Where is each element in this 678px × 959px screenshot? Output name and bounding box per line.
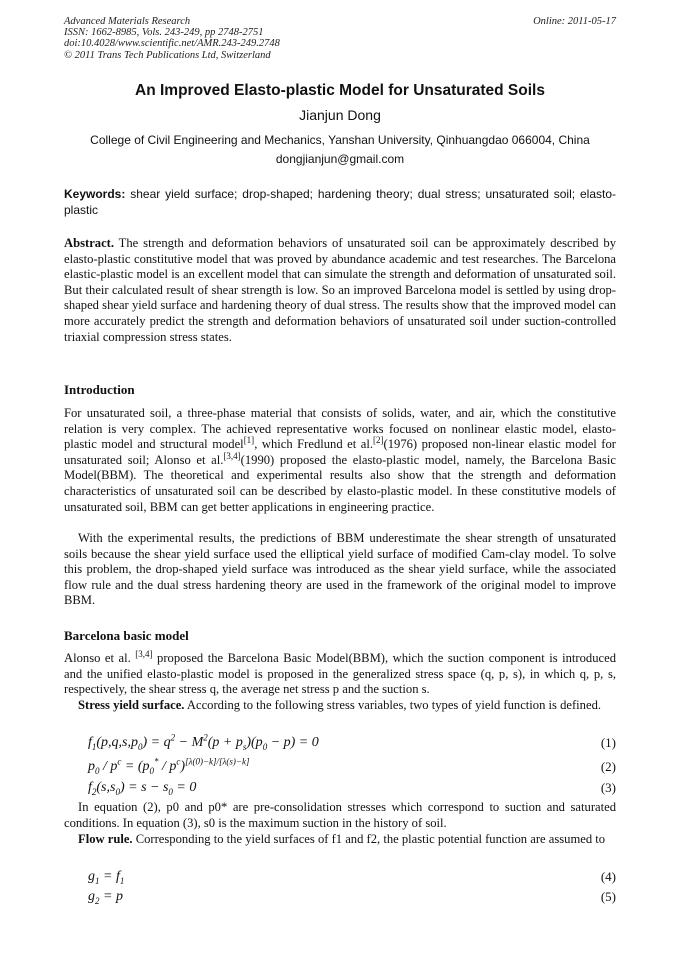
intro-text-a: For unsaturated soil, a three-phase material that consists of solids, water, and air, which the constitutive relation is very complex. The achieved representative works focused on nonlinear elastic model, elasto-plastic model and structural model <box>64 406 616 452</box>
journal-name: Advanced Materials Research <box>64 16 191 27</box>
equation-2-explanation: In equation (2), p0 and p0* are pre-consolidation stresses which correspond to suction and saturated conditions. In equation (3), s0 is the maximum suction in the history of soil. <box>64 800 616 830</box>
stress-yield-paragraph <box>64 698 616 714</box>
journal-issn: ISSN: 1662-8985, Vols. 243-249, pp 2748-2751 <box>64 27 264 39</box>
keywords <box>64 186 616 218</box>
intro-text-c: (1976) proposed non-linear elastic model for unsaturated soil; Alonso et al. <box>64 437 616 467</box>
section-heading-bbm: Barcelona basic model <box>64 628 189 643</box>
flow-rule-paragraph <box>64 832 616 848</box>
journal-copyright: © 2011 Trans Tech Publications Ltd, Switzerland <box>64 49 271 61</box>
equation-5 <box>64 889 616 909</box>
equation-4 <box>64 869 616 889</box>
journal-header <box>64 16 616 61</box>
author-affiliation: College of Civil Engineering and Mechanics, Yanshan University, Qinhuangdao 066004, China <box>90 133 590 147</box>
introduction-paragraph-1 <box>64 406 616 515</box>
journal-doi: doi:10.4028/www.scientific.net/AMR.243-249.2748 <box>64 38 280 50</box>
stress-yield-text: According to the following stress variables, two types of yield function is defined. <box>184 698 602 712</box>
equation-5-expression: $g_2 = p$ <box>88 889 123 906</box>
intro-text-d: (1990) proposed the elasto-plastic model, namely, the Barcelona Basic Model(BBM). The theoretical and experimental results also show that the strength and deformation characteristics of unsaturated soil can be described by elasto-plastic model. In these constitutive models of unsaturated soil, BBM can get better applications in engineering practice. <box>64 452 616 514</box>
citation-1[interactable]: [1] <box>243 435 255 445</box>
equation-4-number: (4) <box>600 869 616 884</box>
paper-author: Jianjun Dong <box>299 107 381 123</box>
abstract <box>64 236 616 345</box>
equation-4-expression: $g_1 = f_1$ <box>88 869 125 886</box>
citation-2[interactable]: [2] <box>373 435 384 445</box>
citation-3-4-bbm[interactable]: [3,4] <box>135 648 153 659</box>
flow-rule-text: Corresponding to the yield surfaces of f1 and f2, the plastic potential function are assumed to <box>132 832 606 846</box>
equation-2 <box>64 756 616 779</box>
equation-3-number: (3) <box>600 780 616 795</box>
intro-text-b: , which Fredlund et al. <box>254 437 374 452</box>
equation-1-number: (1) <box>600 735 616 750</box>
paper-title: An Improved Elasto-plastic Model for Unsaturated Soils <box>135 82 545 99</box>
author-email[interactable]: dongjianjun@gmail.com <box>275 152 405 166</box>
bbm-text-a: Alonso et al. <box>64 651 136 665</box>
equation-2-expression: $p_0 / p^c = (p_0^* / p^c)[\lambda(0)-k]/[\lambda(s)-k]$ <box>88 756 250 776</box>
flow-rule-label: Flow rule. <box>78 832 133 846</box>
online-date: Online: 2011-05-17 <box>533 16 616 27</box>
equation-3-expression: $f_2(s,s_0) = s - s_0 = 0$ <box>88 780 197 797</box>
keywords-text: shear yield surface; drop-shaped; hardening theory; dual stress; unsaturated soil; elasto-plastic <box>64 187 616 217</box>
introduction-paragraph-2: With the experimental results, the predictions of BBM underestimate the shear strength of unsaturated soils because the shear yield surface used the elliptical yield surface of modified Cam-clay model. To solve this problem, the drop-shaped yield surface was introduced as the shear yield surface, while the associated flow rule and the dual stress hardening theory are used in the framework of the original model to improve BBM. <box>64 531 616 608</box>
bbm-text-b: proposed the Barcelona Basic Model(BBM), which the suction component is introduced and the unified elasto-plastic model is proposed in the generalized stress space (q, p, s), in which q, p, s, respectively, the shear stress q, the average net stress p and the suction s. <box>64 651 616 697</box>
equation-2-number: (2) <box>600 759 616 774</box>
citation-3-4[interactable]: [3,4] <box>223 450 241 461</box>
section-heading-introduction: Introduction <box>64 382 135 397</box>
keywords-label: Keywords: <box>64 187 126 201</box>
stress-yield-label: Stress yield surface. <box>78 698 185 712</box>
bbm-paragraph-1 <box>64 648 616 698</box>
equation-1-expression: $f_1(p,q,s,p_0) = q^2 - M^2(p + p_s)(p_0 - p) = 0$ <box>88 732 319 752</box>
equation-1 <box>64 732 616 755</box>
abstract-text: The strength and deformation behaviors of unsaturated soil can be approximately described by elasto-plastic constitutive model that was proved by abundance academic and test researches. The Barcelona elastic-plastic model is an excellent model that can simulate the strength and deformation of unsaturated soil. But their calculated result of shear strength is low. So an improved Barcelona model is settled by using drop-shaped shear yield surface and hardening theory of dual stress. The results show that the improved model can more accurately predict the strength and deformation behaviors of unsaturated soil under suction-controlled triaxial compression stress states. <box>64 236 616 344</box>
abstract-label: Abstract. <box>64 236 115 250</box>
equation-5-number: (5) <box>600 889 616 904</box>
equation-3 <box>64 780 616 800</box>
